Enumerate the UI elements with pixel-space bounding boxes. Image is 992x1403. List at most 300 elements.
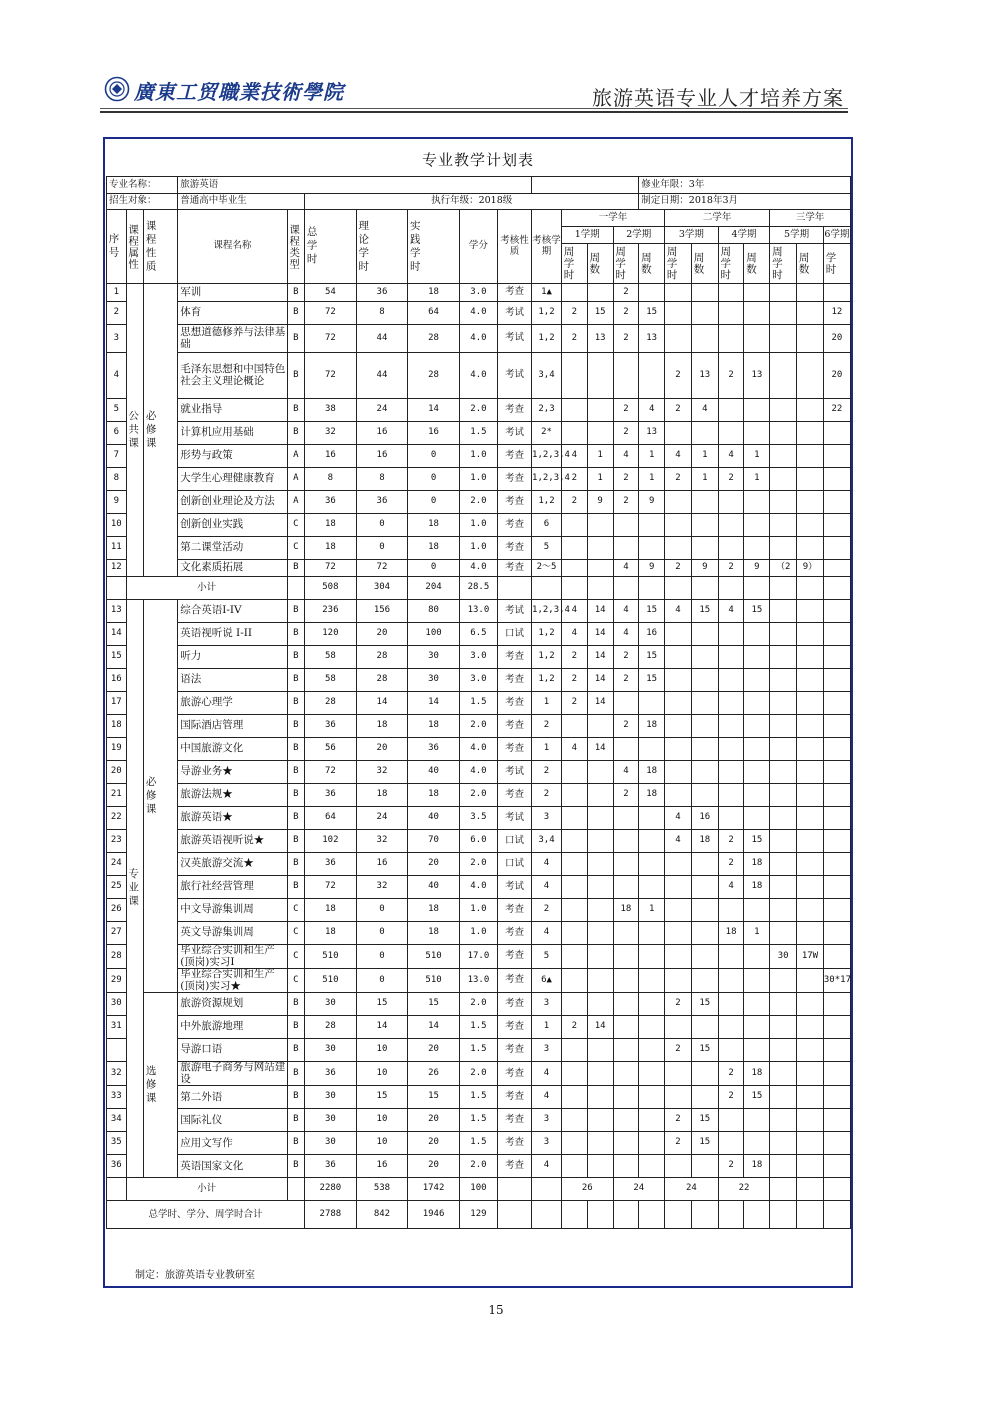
col-total: 总学时	[305, 210, 357, 284]
schedule-cell	[691, 899, 718, 922]
table-row	[107, 560, 851, 577]
schedule-cell	[823, 1062, 850, 1086]
subtotal-row-major	[107, 1178, 851, 1201]
schedule-cell	[770, 692, 797, 715]
table-row	[107, 325, 851, 353]
total-hours: 510	[305, 969, 357, 993]
school-name: 廣東工贸職業技術學院	[134, 80, 344, 104]
exam-term: 5	[532, 537, 562, 560]
schedule-cell	[797, 623, 824, 646]
schedule-cell	[823, 993, 850, 1016]
schedule-cell	[718, 669, 744, 692]
schedule-cell	[561, 284, 587, 302]
schedule-cell	[744, 1109, 770, 1132]
schedule-cell: 30	[770, 945, 797, 969]
schedule-cell	[691, 853, 718, 876]
schedule-cell	[770, 761, 797, 784]
blank	[587, 1201, 613, 1229]
schedule-cell: 1	[744, 922, 770, 945]
practice-hours: 14	[408, 1016, 460, 1039]
schedule-cell: 15	[639, 646, 665, 669]
theory-hours: 8	[356, 302, 408, 325]
schedule-cell	[744, 623, 770, 646]
schedule-cell	[665, 422, 692, 445]
schedule-cell	[744, 399, 770, 422]
schedule-cell	[770, 302, 797, 325]
schedule-cell: 13	[587, 325, 613, 353]
schedule-cell: 1	[691, 468, 718, 491]
total-hours: 72	[305, 761, 357, 784]
course-type: B	[287, 784, 305, 807]
schedule-cell	[613, 1132, 639, 1155]
schedule-cell	[797, 646, 824, 669]
schedule-cell	[770, 468, 797, 491]
schedule-cell: 2	[613, 669, 639, 692]
practice-hours: 0	[408, 445, 460, 468]
schedule-cell	[613, 876, 639, 899]
schedule-cell: 2	[561, 692, 587, 715]
blank	[498, 577, 532, 600]
schedule-cell	[665, 284, 692, 302]
enroll-value: 普通高中毕业生	[178, 194, 305, 210]
subcol-wk-1: 周数	[587, 244, 613, 284]
schedule-cell: 9	[744, 560, 770, 577]
total-hours: 30	[305, 1086, 357, 1109]
theory-hours: 0	[356, 969, 408, 993]
schedule-cell	[823, 537, 850, 560]
schedule-cell	[718, 993, 744, 1016]
practice-hours: 20	[408, 1109, 460, 1132]
schedule-cell	[665, 514, 692, 537]
schedule-cell: 15	[587, 302, 613, 325]
schedule-cell	[665, 1062, 692, 1086]
theory-hours: 14	[356, 692, 408, 715]
schedule-cell	[744, 945, 770, 969]
course-name: 旅游电子商务与网站建设	[178, 1062, 287, 1086]
schedule-cell	[770, 1086, 797, 1109]
schedule-cell	[639, 1016, 665, 1039]
grand-total: 2788	[305, 1201, 357, 1229]
grand-total-label: 总学时、学分、周学时合计	[107, 1201, 305, 1229]
table-row	[107, 537, 851, 560]
schedule-cell	[639, 1132, 665, 1155]
table-row	[107, 1062, 851, 1086]
group-major: 专业课	[126, 600, 144, 1178]
course-type: B	[287, 623, 305, 646]
credit: 1.0	[459, 537, 497, 560]
course-type: C	[287, 514, 305, 537]
schedule-cell	[561, 969, 587, 993]
schedule-cell: 2	[665, 353, 692, 399]
schedule-cell	[823, 1155, 850, 1178]
course-type: C	[287, 537, 305, 560]
course-name: 国际礼仪	[178, 1109, 287, 1132]
row-number: 26	[107, 899, 127, 922]
theory-hours: 10	[356, 1062, 408, 1086]
schedule-cell: 14	[587, 669, 613, 692]
col-nature: 课程性质	[144, 210, 178, 284]
year-2: 二学年	[665, 210, 770, 227]
exam-type: 考查	[498, 399, 532, 422]
schedule-cell: 2	[665, 560, 692, 577]
exam-type: 考查	[498, 1062, 532, 1086]
schedule-cell	[587, 1155, 613, 1178]
schedule-cell: 2	[718, 1155, 744, 1178]
schedule-cell	[797, 922, 824, 945]
blank	[561, 1201, 587, 1229]
total-hours: 38	[305, 399, 357, 422]
subcol-xs-10: 学时	[823, 244, 850, 284]
plan-frame	[103, 137, 853, 1288]
subcol-wh-6: 周学时	[718, 244, 744, 284]
credit: 1.0	[459, 922, 497, 945]
subcol-wk-5: 周数	[691, 244, 718, 284]
row-number: 4	[107, 353, 127, 399]
exam-term: 1,2	[532, 491, 562, 514]
schedule-cell	[587, 969, 613, 993]
total-hours: 28	[305, 1016, 357, 1039]
table-row	[107, 646, 851, 669]
schedule-cell	[797, 807, 824, 830]
schedule-cell	[691, 1086, 718, 1109]
schedule-cell	[797, 715, 824, 738]
exam-type: 考查	[498, 646, 532, 669]
practice-hours: 40	[408, 807, 460, 830]
schedule-cell	[823, 600, 850, 623]
schedule-cell	[797, 1086, 824, 1109]
course-type: B	[287, 1062, 305, 1086]
course-name: 第二外语	[178, 1086, 287, 1109]
exam-term: 1▲	[532, 284, 562, 302]
schedule-cell: 2	[561, 646, 587, 669]
schedule-cell: 1	[744, 445, 770, 468]
total-hours: 58	[305, 669, 357, 692]
schedule-cell	[797, 325, 824, 353]
subtotal-credit: 100	[459, 1178, 497, 1201]
exam-term: 2	[532, 761, 562, 784]
subcol-wk-9: 周数	[797, 244, 824, 284]
schedule-cell: 2	[561, 468, 587, 491]
theory-hours: 24	[356, 807, 408, 830]
course-name: 体育	[178, 302, 287, 325]
row-number: 8	[107, 468, 127, 491]
course-name: 创新创业实践	[178, 514, 287, 537]
schedule-cell	[770, 669, 797, 692]
schedule-cell	[797, 1039, 824, 1062]
schedule-cell	[744, 422, 770, 445]
schedule-cell	[639, 1086, 665, 1109]
schedule-cell	[587, 784, 613, 807]
practice-hours: 0	[408, 491, 460, 514]
exam-term: 4	[532, 853, 562, 876]
blank	[718, 577, 744, 600]
year-1: 一学年	[561, 210, 664, 227]
course-type: C	[287, 945, 305, 969]
schedule-cell	[797, 784, 824, 807]
schedule-cell	[639, 807, 665, 830]
course-name: 形势与政策	[178, 445, 287, 468]
row-number: 19	[107, 738, 127, 761]
exam-term: 1,2,3,4	[532, 468, 562, 491]
practice-hours: 40	[408, 876, 460, 899]
schedule-cell: 9）	[797, 560, 824, 577]
schedule-cell	[770, 353, 797, 399]
exam-term: 2	[532, 899, 562, 922]
semester-3: 3学期	[665, 227, 719, 244]
credit: 1.0	[459, 899, 497, 922]
schedule-cell: 1	[691, 445, 718, 468]
exam-term: 3	[532, 807, 562, 830]
schedule-cell	[613, 1016, 639, 1039]
schedule-cell	[691, 646, 718, 669]
schedule-cell	[797, 514, 824, 537]
total-hours: 120	[305, 623, 357, 646]
theory-hours: 156	[356, 600, 408, 623]
schedule-cell	[823, 1086, 850, 1109]
schedule-cell: 18	[613, 899, 639, 922]
schedule-cell: 4	[691, 399, 718, 422]
schedule-cell	[691, 692, 718, 715]
schedule-cell	[744, 1039, 770, 1062]
schedule-cell	[561, 560, 587, 577]
schedule-cell	[587, 807, 613, 830]
blank	[287, 1178, 305, 1201]
group-public-required: 必修课	[144, 284, 178, 577]
schedule-cell	[797, 284, 824, 302]
schedule-cell: 12	[823, 302, 850, 325]
schedule-cell	[691, 491, 718, 514]
schedule-cell	[823, 623, 850, 646]
schedule-cell	[823, 1109, 850, 1132]
semester-2: 2学期	[613, 227, 665, 244]
table-row	[107, 399, 851, 422]
total-hours: 30	[305, 1039, 357, 1062]
schedule-cell	[797, 899, 824, 922]
semester-1: 1学期	[561, 227, 613, 244]
table-row	[107, 1109, 851, 1132]
theory-hours: 20	[356, 623, 408, 646]
schedule-cell	[587, 715, 613, 738]
theory-hours: 18	[356, 784, 408, 807]
exam-term: 1,2,3,4	[532, 600, 562, 623]
exam-type: 口试	[498, 623, 532, 646]
schedule-cell: 2	[665, 1109, 692, 1132]
blank	[532, 1178, 562, 1201]
row-number: 35	[107, 1132, 127, 1155]
exam-term: 1	[532, 738, 562, 761]
credit: 13.0	[459, 969, 497, 993]
schedule-cell: 9	[639, 491, 665, 514]
exam-type: 考查	[498, 715, 532, 738]
blank	[561, 577, 587, 600]
col-attr: 课程属性	[126, 210, 144, 284]
credit: 2.0	[459, 399, 497, 422]
total-hours: 28	[305, 692, 357, 715]
course-type: B	[287, 646, 305, 669]
schedule-cell	[561, 399, 587, 422]
row-number: 20	[107, 761, 127, 784]
course-type: B	[287, 302, 305, 325]
exam-type: 考查	[498, 468, 532, 491]
schedule-cell	[691, 422, 718, 445]
schedule-cell	[639, 738, 665, 761]
table-row	[107, 830, 851, 853]
schedule-cell	[587, 830, 613, 853]
schedule-cell	[770, 325, 797, 353]
table-row	[107, 969, 851, 993]
course-name: 思想道德修养与法律基础	[178, 325, 287, 353]
schedule-cell: 2	[613, 468, 639, 491]
table-row	[107, 468, 851, 491]
schedule-cell	[770, 1109, 797, 1132]
major-value: 旅游英语	[178, 177, 532, 194]
total-hours: 236	[305, 600, 357, 623]
schedule-cell: 4	[561, 623, 587, 646]
row-number: 28	[107, 945, 127, 969]
exam-type: 考查	[498, 993, 532, 1016]
schedule-cell	[639, 876, 665, 899]
blank	[770, 577, 797, 600]
schedule-cell	[613, 807, 639, 830]
schedule-cell	[587, 284, 613, 302]
col-name: 课程名称	[178, 210, 287, 284]
schedule-cell	[797, 422, 824, 445]
table-row	[107, 692, 851, 715]
schedule-cell	[797, 830, 824, 853]
exam-type: 口试	[498, 830, 532, 853]
page-header	[100, 72, 848, 110]
schedule-cell	[718, 945, 744, 969]
exam-type: 考试	[498, 876, 532, 899]
theory-hours: 32	[356, 761, 408, 784]
exam-term: 1,2	[532, 302, 562, 325]
exam-term: 2	[532, 784, 562, 807]
schedule-cell	[823, 761, 850, 784]
credit: 4.0	[459, 738, 497, 761]
header-divider-thick	[100, 111, 848, 113]
practice-hours: 36	[408, 738, 460, 761]
schedule-cell	[797, 738, 824, 761]
schedule-cell: 1	[639, 899, 665, 922]
header-row-1	[107, 210, 851, 227]
schedule-cell	[744, 784, 770, 807]
table-row	[107, 1132, 851, 1155]
schedule-cell	[770, 600, 797, 623]
course-type: C	[287, 899, 305, 922]
schedule-cell	[823, 807, 850, 830]
schedule-cell	[587, 853, 613, 876]
major-label: 专业名称：	[107, 177, 178, 194]
course-type: B	[287, 1016, 305, 1039]
schedule-cell	[797, 537, 824, 560]
practice-hours: 18	[408, 537, 460, 560]
total-hours: 8	[305, 468, 357, 491]
schedule-cell	[823, 876, 850, 899]
schedule-cell	[823, 692, 850, 715]
credit: 4.0	[459, 761, 497, 784]
exam-term: 1,2	[532, 646, 562, 669]
schedule-cell	[639, 284, 665, 302]
table-row	[107, 669, 851, 692]
schedule-cell	[639, 830, 665, 853]
schedule-cell	[770, 646, 797, 669]
credit: 1.5	[459, 422, 497, 445]
theory-hours: 15	[356, 993, 408, 1016]
subtotal-practice: 1742	[408, 1178, 460, 1201]
schedule-cell: 9	[587, 491, 613, 514]
schedule-cell: 15	[639, 669, 665, 692]
schedule-cell	[561, 353, 587, 399]
schedule-cell	[561, 1155, 587, 1178]
schedule-cell	[639, 1109, 665, 1132]
course-name: 文化素质拓展	[178, 560, 287, 577]
schedule-cell: 2	[561, 1016, 587, 1039]
schedule-cell	[718, 1016, 744, 1039]
schedule-cell: 15	[744, 1086, 770, 1109]
schedule-cell	[691, 738, 718, 761]
schedule-cell: 15	[744, 830, 770, 853]
schedule-cell	[718, 969, 744, 993]
blank	[691, 1201, 718, 1229]
schedule-cell	[691, 969, 718, 993]
schedule-cell	[744, 491, 770, 514]
schedule-cell: 2	[613, 284, 639, 302]
schedule-cell	[718, 646, 744, 669]
schedule-cell	[823, 830, 850, 853]
schedule-cell: 4	[561, 600, 587, 623]
row-number: 11	[107, 537, 127, 560]
exam-term: 1,2	[532, 325, 562, 353]
schedule-cell	[770, 537, 797, 560]
credit: 4.0	[459, 325, 497, 353]
schedule-cell	[823, 445, 850, 468]
schedule-cell	[561, 1039, 587, 1062]
schedule-cell: 22	[823, 399, 850, 422]
exam-term: 2,3	[532, 399, 562, 422]
enroll-label: 招生对象：	[107, 194, 178, 210]
schedule-cell	[797, 1109, 824, 1132]
schedule-cell	[691, 784, 718, 807]
schedule-cell	[797, 761, 824, 784]
course-name: 计算机应用基础	[178, 422, 287, 445]
schedule-cell	[613, 1062, 639, 1086]
schedule-cell	[561, 830, 587, 853]
schedule-cell: 14	[587, 646, 613, 669]
schedule-cell	[639, 353, 665, 399]
schedule-cell: 14	[587, 738, 613, 761]
table-row	[107, 491, 851, 514]
schedule-cell: 4	[639, 399, 665, 422]
exam-term: 6▲	[532, 969, 562, 993]
theory-hours: 0	[356, 945, 408, 969]
row-number: 9	[107, 491, 127, 514]
row-number: 31	[107, 1016, 127, 1039]
schedule-cell	[561, 853, 587, 876]
schedule-cell: 14	[587, 600, 613, 623]
exam-term: 4	[532, 1062, 562, 1086]
theory-hours: 15	[356, 1086, 408, 1109]
table-row	[107, 738, 851, 761]
schedule-cell	[665, 1155, 692, 1178]
schedule-cell	[797, 669, 824, 692]
schedule-cell	[797, 302, 824, 325]
schedule-cell	[665, 623, 692, 646]
exam-type: 考查	[498, 692, 532, 715]
schedule-cell	[587, 1109, 613, 1132]
schedule-cell	[744, 899, 770, 922]
schedule-cell: 4	[613, 761, 639, 784]
schedule-cell	[718, 692, 744, 715]
